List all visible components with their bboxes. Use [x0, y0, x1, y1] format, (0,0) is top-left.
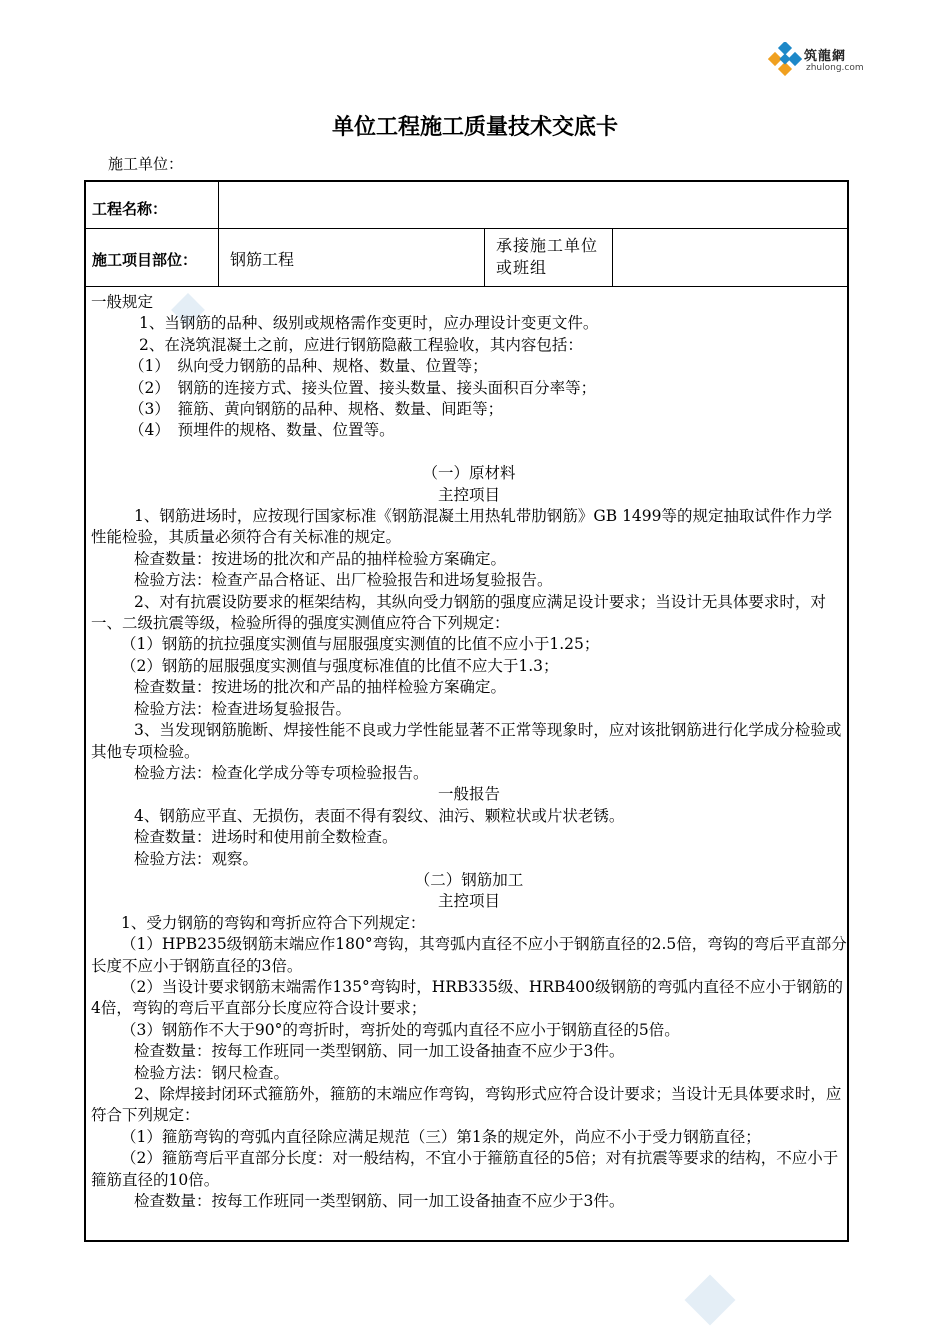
contractor-label: 承接施工单位或班组: [496, 236, 599, 277]
paragraph: 检查数量：进场时和使用前全数检查。: [134, 828, 398, 847]
watermark-icon: [680, 1270, 740, 1330]
paragraph: 检查数量：按进场的批次和产品的抽样检验方案确定。: [134, 549, 507, 568]
disclosure-card: [84, 180, 849, 1242]
general-item: 2、在浇筑混凝土之前，应进行钢筋隐蔽工程验收，其内容包括：: [139, 335, 583, 354]
subsection-title: 一般报告: [437, 785, 500, 804]
paragraph: （1）钢筋的抗拉强度实测值与屈服强度实测值的比值不应小于1.25；: [121, 635, 600, 654]
paragraph: （2）当设计要求钢筋末端需作135°弯钩时，HRB335级、HRB400级钢筋的弯弧内直径不应小于钢筋的4倍，弯钩的弯后平直部分长度应符合设计要求；: [91, 977, 844, 1018]
project-name-value[interactable]: [220, 182, 849, 228]
section-title: （二）钢筋加工: [414, 870, 524, 889]
project-name-label: 工程名称：: [92, 200, 168, 218]
part-label: 施工项目部位：: [92, 251, 198, 269]
paragraph: （2）箍筋弯后平直部分长度：对一般结构，不宜小于箍筋直径的5倍；对有抗震等要求的结构，不应小于箍筋直径的10倍。: [91, 1149, 839, 1189]
general-subitem: （2） 钢筋的连接方式、接头位置、接头数量、接头面积百分率等；: [129, 378, 597, 397]
general-subitem: （1） 纵向受力钢筋的品种、规格、数量、位置等；: [129, 357, 488, 376]
paragraph: （1）箍筋弯钩的弯弧内直径除应满足规范（三）第1条的规定外，尚应不小于受力钢筋直径；: [121, 1127, 761, 1146]
logo-domain: zhulong.com: [806, 63, 864, 73]
general-item: 1、当钢筋的品种、级别或规格需作变更时，应办理设计变更文件。: [139, 314, 599, 333]
paragraph: 检查数量：按每工作班同一类型钢筋、同一加工设备抽查不应少于3件。: [134, 1192, 625, 1211]
paragraph: 2、除焊接封闭环式箍筋外，箍筋的末端应作弯钩，弯钩形式应符合设计要求；当设计无具体要求时，应符合下列规定：: [91, 1085, 842, 1125]
general-subitem: （4） 预埋件的规格、数量、位置等。: [129, 421, 395, 440]
paragraph: 3、当发现钢筋脆断、焊接性能不良或力学性能显著不正常等现象时，应对该批钢筋进行化学成分检验或其他专项检验。: [91, 721, 842, 761]
paragraph: 1、受力钢筋的弯钩和弯折应符合下列规定：: [121, 913, 426, 932]
construction-unit-label: 施工单位：: [108, 155, 184, 173]
general-title: 一般规定: [91, 293, 154, 311]
row-divider: [86, 286, 847, 287]
subsection-title: 主控项目: [437, 485, 500, 504]
contractor-value[interactable]: [613, 229, 849, 286]
col-divider: [612, 229, 613, 286]
paragraph: 1、钢筋进场时，应按现行国家标准《钢筋混凝土用热轧带肋钢筋》GB 1499等的规定抽取试件作力学性能检验，其质量必须符合有关标准的规定。: [91, 507, 833, 547]
general-subitem: （3） 箍筋、黄向钢筋的品种、规格、数量、间距等；: [129, 400, 504, 419]
paragraph: 检查数量：按每工作班同一类型钢筋、同一加工设备抽查不应少于3件。: [134, 1042, 625, 1061]
paragraph: 检验方法：检查化学成分等专项检验报告。: [134, 763, 429, 782]
paragraph: 检验方法：钢尺检查。: [134, 1063, 290, 1082]
paragraph: 检查数量：按进场的批次和产品的抽样检验方案确定。: [134, 678, 507, 697]
col-divider: [484, 229, 485, 286]
paragraph: 检验方法：检查产品合格证、出厂检验报告和进场复验报告。: [134, 571, 553, 590]
paragraph: （2）钢筋的屈服强度实测值与强度标准值的比值不应大于1.3；: [121, 656, 559, 675]
paragraph: 检验方法：检查进场复验报告。: [134, 699, 352, 718]
logo-mark-icon: [768, 42, 802, 76]
col-divider: [218, 182, 219, 286]
disclosure-content: [86, 288, 847, 1240]
page-title: 单位工程施工质量技术交底卡: [331, 115, 618, 140]
section-title: （一）原材料: [422, 464, 516, 483]
paragraph: （1）HPB235级钢筋末端应作180°弯钩，其弯弧内直径不应小于钢筋直径的2.5倍，弯钩的弯后平直部分长度不应小于钢筋直径的3倍。: [91, 935, 847, 975]
logo-name: 筑龍網: [804, 49, 847, 64]
paragraph: （3）钢筋作不大于90°的弯折时，弯折处的弯弧内直径不应小于钢筋直径的5倍。: [121, 1020, 680, 1039]
paragraph: 2、对有抗震设防要求的框架结构，其纵向受力钢筋的强度应满足设计要求；当设计无具体要求时，对一、二级抗震等级，检验所得的强度实测值应符合下列规定：: [91, 592, 826, 633]
paragraph: 检验方法：观察。: [134, 849, 259, 868]
subsection-title: 主控项目: [437, 892, 500, 911]
paragraph: 4、钢筋应平直、无损伤，表面不得有裂纹、油污、颗粒状或片状老锈。: [134, 806, 625, 825]
part-value: 钢筋工程: [230, 250, 295, 269]
zhulong-logo: [768, 42, 868, 78]
